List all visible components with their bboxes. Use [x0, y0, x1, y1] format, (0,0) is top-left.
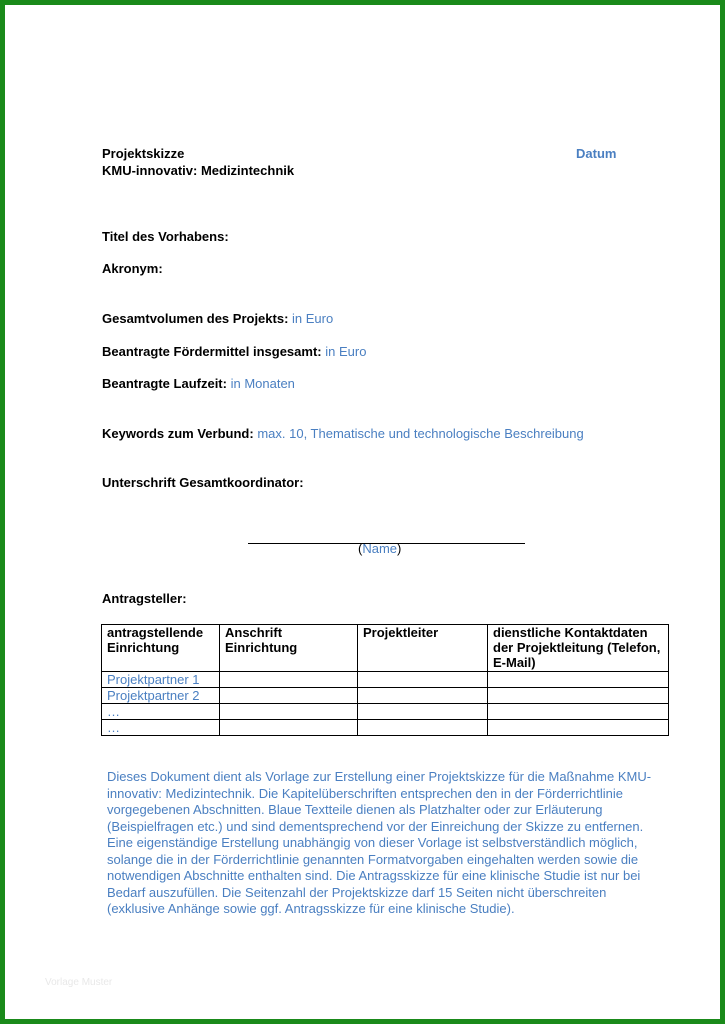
paren-close: ) [397, 541, 402, 556]
field-title [102, 229, 229, 244]
paren-open: ( [358, 541, 363, 556]
field-label: Titel des Vorhabens: [102, 229, 229, 244]
table-cell[interactable] [488, 688, 669, 704]
header-cell: Anschrift Einrichtung [220, 625, 358, 672]
template-note: Dieses Dokument dient als Vorlage zur Erstellung einer Projektskizze für die Maßnahme KMU-innovativ: Medizintechnik. Die Kapitelüberschriften entsprechen den in der Förderrichtlinie vorgegebenen Abschnitten. Blaue Textteile dienen als Platzhalter oder zur Erläuterung (Beispielfragen etc.) und sind dementsprechend vor der Einreichung der Skizze zu entfernen. Eine eigenständige Erstellung unabhängig von dieser Vorlage ist selbstverständlich möglich, solange die in der Förderrichtlinie genannten Formatvorgaben eingehalten werden sowie die notwendigen Abschnitte enthalten sind. Die Antragsskizze für eine klinische Studie ist nur bei Bedarf auszufüllen. Die Seitenzahl der Projektskizze darf 15 Seiten nicht überschreiten (exklusive Anhänge sowie ggf. Antragsskizze für eine klinische Studie). [107, 769, 652, 916]
document-title: Projektskizze [102, 146, 185, 161]
field-label: Gesamtvolumen des Projekts: [102, 311, 289, 326]
table-cell[interactable]: … [102, 704, 220, 720]
field-label: Keywords zum Verbund: [102, 426, 254, 441]
field-hint: in Euro [292, 311, 334, 326]
date-placeholder: Datum [576, 146, 617, 161]
field-hint: in Euro [325, 344, 367, 359]
table-row [102, 672, 669, 688]
table-row [102, 704, 669, 720]
field-funding [102, 344, 366, 359]
header-cell: Projektleiter [358, 625, 488, 672]
field-label: Beantragte Laufzeit: [102, 376, 227, 391]
table-cell[interactable]: Projektpartner 2 [102, 688, 220, 704]
document-subtitle: KMU-innovativ: Medizintechnik [102, 163, 295, 178]
signature-name [358, 541, 401, 556]
table-cell[interactable] [220, 672, 358, 688]
name-placeholder: Name [362, 541, 398, 556]
watermark: Vorlage Muster [45, 977, 113, 988]
table-cell[interactable] [220, 704, 358, 720]
field-hint: in Monaten [230, 376, 295, 391]
table-cell[interactable]: … [102, 720, 220, 736]
field-label: Akronym: [102, 261, 163, 276]
field-acronym [102, 261, 163, 276]
field-total-volume [102, 311, 333, 326]
table-cell[interactable] [488, 720, 669, 736]
header-cell: antragstellende Einrichtung [102, 625, 220, 672]
field-label: Beantragte Fördermittel insgesamt: [102, 344, 322, 359]
table-cell[interactable] [220, 720, 358, 736]
table-cell[interactable] [358, 672, 488, 688]
field-duration [102, 376, 295, 391]
applicants-label: Antragsteller: [102, 591, 187, 606]
table-cell[interactable] [358, 688, 488, 704]
field-keywords [102, 426, 584, 441]
table-cell[interactable] [358, 704, 488, 720]
table-cell[interactable] [488, 704, 669, 720]
table-cell[interactable] [220, 688, 358, 704]
table-row [102, 688, 669, 704]
signature-label: Unterschrift Gesamtkoordinator: [102, 475, 304, 490]
table-header-row [102, 625, 669, 672]
table-cell[interactable] [488, 672, 669, 688]
field-hint: max. 10, Thematische und technologische Beschreibung [257, 426, 584, 441]
header-cell: dienstliche Kontaktdaten der Projektleitung (Telefon, E-Mail) [488, 625, 669, 672]
table-row [102, 720, 669, 736]
applicants-table [101, 624, 669, 736]
table-cell[interactable]: Projektpartner 1 [102, 672, 220, 688]
table-cell[interactable] [358, 720, 488, 736]
